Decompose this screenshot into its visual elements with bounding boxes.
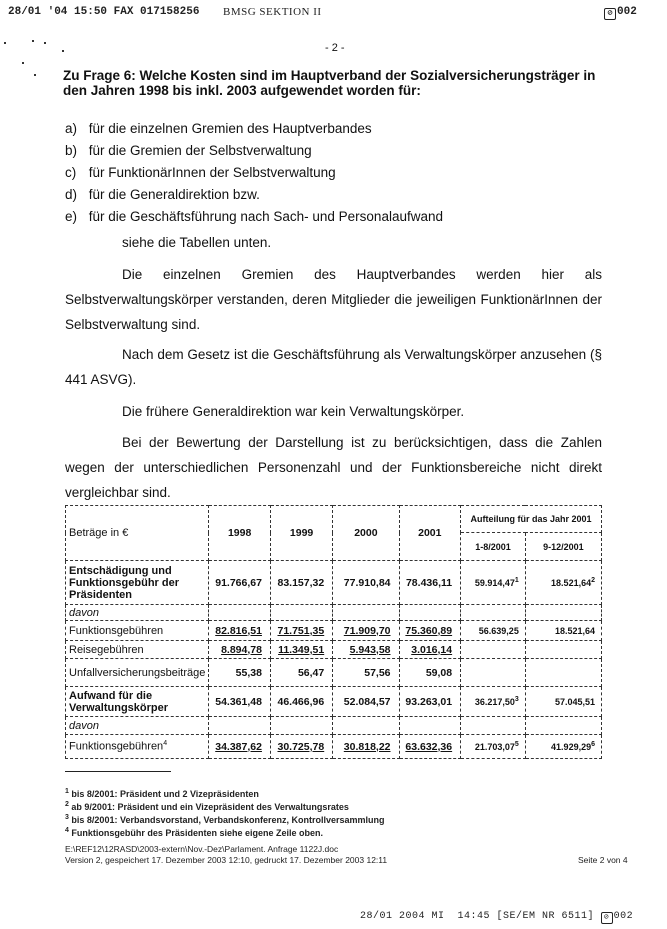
- cell-empty: [270, 717, 332, 735]
- list-item: [65, 164, 443, 186]
- list-item-label: a): [65, 121, 78, 136]
- fax-header-page: [604, 6, 637, 20]
- cell-empty: [270, 605, 332, 621]
- cell-value: 71.751,35: [270, 621, 332, 641]
- scan-speck: [22, 62, 24, 64]
- page-of-total: Seite 2 von 4: [578, 855, 628, 865]
- document-path: E:\REF12\12RASD\2003-extern\Nov.-Dez\Parlament. Anfrage 1122J.doc: [65, 844, 339, 854]
- cell-value: 57,56: [333, 659, 399, 687]
- table-row: [66, 659, 602, 687]
- cell-value: 18.521,64: [525, 621, 601, 641]
- cell-value: 56.639,25: [461, 621, 526, 641]
- scan-speck: [44, 42, 46, 44]
- footnote-ref: 3: [514, 696, 519, 703]
- footnote-number: 3: [65, 814, 69, 821]
- cell-empty: [209, 605, 271, 621]
- cell-value: 30.818,22: [333, 735, 399, 759]
- cell-empty: [399, 717, 461, 735]
- cell-value: 21.703,07: [474, 742, 515, 752]
- cell-value: 8.894,78: [209, 641, 271, 659]
- footnote-number: 2: [65, 801, 69, 808]
- list-item: [65, 186, 443, 208]
- table-header-row: [66, 506, 602, 533]
- scan-speck: [4, 42, 6, 44]
- list-item-text: für die einzelnen Gremien des Hauptverbandes: [88, 121, 372, 136]
- footnotes: [65, 785, 385, 837]
- footnote-text: ab 9/2001: Präsident und ein Vizepräsident des Verwaltungsrates: [71, 802, 349, 812]
- footnote: [65, 798, 385, 811]
- row-label: Entschädigung und Funktionsgebühr der Präsidenten: [66, 561, 209, 605]
- list-item-text: für FunktionärInnen der Selbstverwaltung: [88, 165, 336, 180]
- cell-value: 78.436,11: [399, 561, 461, 605]
- cost-table: [65, 505, 602, 759]
- fax-footer-text: 28/01 2004 MI 14:45 [SE/EM NR 6511]: [360, 911, 595, 922]
- header-split-col: 1-8/2001: [461, 533, 526, 561]
- table-row: [66, 605, 602, 621]
- cell-empty: [461, 717, 526, 735]
- list-item-label: e): [65, 209, 78, 224]
- cell-value: 93.263,01: [399, 687, 461, 717]
- row-label: davon: [66, 717, 209, 735]
- question-title: Zu Frage 6: Welche Kosten sind im Hauptverband der Sozialversicherungsträger in den Jahren 1998 bis inkl. 2003 aufgewendet worden für:: [63, 68, 596, 98]
- footnote-ref: 4: [163, 740, 168, 748]
- page-number: - 2 -: [325, 42, 345, 54]
- list-item-label: b): [65, 143, 78, 158]
- scan-speck: [62, 50, 64, 52]
- footnote-ref: 5: [514, 741, 519, 748]
- header-split-col: 9-12/2001: [525, 533, 601, 561]
- cell-value: 82.816,51: [209, 621, 271, 641]
- cell-empty: [461, 605, 526, 621]
- row-label: Aufwand für die Verwaltungskörper: [66, 687, 209, 717]
- list-item-label: c): [65, 165, 77, 180]
- cell-value-with-note: [461, 561, 526, 605]
- row-label: Funktionsgebühren: [69, 740, 164, 753]
- footnote: [65, 824, 385, 837]
- cell-empty: [461, 659, 526, 687]
- footnote: [65, 811, 385, 824]
- footnote-text: bis 8/2001: Präsident und 2 Vizepräsidenten: [71, 789, 259, 799]
- paragraph-geschaeftsfuehrung: Nach dem Gesetz ist die Geschäftsführung als Verwaltungskörper anzusehen (§ 441 ASVG).: [65, 347, 602, 387]
- question-list: [65, 120, 443, 230]
- footnote-number: 1: [65, 788, 69, 795]
- row-label: Funktionsgebühren: [66, 621, 209, 641]
- footnote: [65, 785, 385, 798]
- fax-footer: [360, 911, 633, 924]
- footnote-ref: 2: [591, 577, 595, 584]
- cell-value: 75.360,89: [399, 621, 461, 641]
- footnote-number: 4: [65, 827, 69, 834]
- cell-value: 5.943,58: [333, 641, 399, 659]
- see-tables-text: siehe die Tabellen unten.: [122, 235, 272, 250]
- cell-value: 11.349,51: [270, 641, 332, 659]
- footnote-text: Funktionsgebühr des Präsidenten siehe eigene Zeile oben.: [71, 828, 323, 838]
- cell-empty: [209, 717, 271, 735]
- cell-empty: [525, 605, 601, 621]
- cell-value: 91.766,67: [209, 561, 271, 605]
- table-row: [66, 687, 602, 717]
- list-item: [65, 142, 443, 164]
- cell-value: 52.084,57: [333, 687, 399, 717]
- paragraph-gremien: Die einzelnen Gremien des Hauptverbandes werden hier als Selbstverwaltungskörper verstanden, deren Mitglieder die jeweiligen FunktionärInnen der Selbstverwaltung sind.: [65, 267, 602, 332]
- paragraph-generaldirektion: Die frühere Generaldirektion war kein Verwaltungskörper.: [122, 404, 465, 419]
- header-split-title: Aufteilung für das Jahr 2001: [461, 506, 602, 533]
- fax-header-left: 28/01 '04 15:50 FAX 017158256: [8, 6, 200, 18]
- cell-value: 3.016,14: [399, 641, 461, 659]
- cell-value: 34.387,62: [209, 735, 271, 759]
- scan-speck: [32, 40, 34, 42]
- row-label: Reisegebühren: [66, 641, 209, 659]
- cell-value: 18.521,64: [551, 578, 592, 588]
- list-item: [65, 208, 443, 230]
- scan-speck: [34, 74, 36, 76]
- list-item-label: d): [65, 187, 78, 202]
- row-label: Unfallversicherungsbeiträge: [66, 659, 209, 687]
- cell-empty: [525, 717, 601, 735]
- footnote-ref: 1: [514, 577, 519, 584]
- cell-value: 63.632,36: [399, 735, 461, 759]
- cell-value: 36.217,50: [474, 697, 515, 707]
- fax-header-page-number: 002: [617, 6, 637, 18]
- table-row: [66, 561, 602, 605]
- list-item-text: für die Gremien der Selbstverwaltung: [88, 143, 312, 158]
- cell-value-with-note: [525, 735, 601, 759]
- cell-value: 71.909,70: [333, 621, 399, 641]
- header-label: Beträge in €: [66, 506, 209, 561]
- cell-value: 77.910,84: [333, 561, 399, 605]
- cell-value-with-note: [525, 561, 601, 605]
- document-footer: [65, 844, 387, 866]
- row-label-with-note: [66, 735, 209, 759]
- list-item: [65, 120, 443, 142]
- header-year: 2000: [333, 506, 399, 561]
- fax-page-icon: ⊘: [601, 912, 613, 924]
- cell-value: 59.914,47: [474, 578, 515, 588]
- cell-value: 56,47: [270, 659, 332, 687]
- cell-empty: [333, 717, 399, 735]
- cell-empty: [525, 659, 601, 687]
- cell-value: 54.361,48: [209, 687, 271, 717]
- scan-specks: [0, 30, 60, 90]
- fax-footer-page: 002: [613, 911, 634, 922]
- cell-value-with-note: [461, 687, 526, 717]
- footnote-divider: [65, 771, 171, 772]
- cell-value: 41.929,29: [551, 742, 592, 752]
- list-item-text: für die Generaldirektion bzw.: [88, 187, 260, 202]
- table-row: [66, 735, 602, 759]
- document-version: Version 2, gespeichert 17. Dezember 2003 12:10, gedruckt 17. Dezember 2003 12:11: [65, 855, 388, 865]
- table-row: [66, 621, 602, 641]
- paragraph-bewertung: Bei der Bewertung der Darstellung ist zu berücksichtigen, dass die Zahlen wegen der unterschiedlichen Personenzahl und der Funktionsbereiche nicht direkt vergleichbar sind.: [65, 435, 602, 500]
- cell-empty: [461, 641, 526, 659]
- fax-page-icon: ⊘: [604, 8, 616, 20]
- table-row: [66, 717, 602, 735]
- fax-header-sender: BMSG SEKTION II: [223, 6, 322, 18]
- cell-value: 59,08: [399, 659, 461, 687]
- footnote-text: bis 8/2001: Verbandsvorstand, Verbandskonferenz, Kontrollversammlung: [71, 815, 385, 825]
- cell-empty: [399, 605, 461, 621]
- footnote-ref: 6: [591, 741, 595, 748]
- header-year: 2001: [399, 506, 461, 561]
- header-year: 1999: [270, 506, 332, 561]
- row-label: davon: [66, 605, 209, 621]
- cell-value: 55,38: [209, 659, 271, 687]
- list-item-text: für die Geschäftsführung nach Sach- und Personalaufwand: [88, 209, 443, 224]
- table-row: [66, 641, 602, 659]
- cell-empty: [525, 641, 601, 659]
- cell-value: 30.725,78: [270, 735, 332, 759]
- cell-value-with-note: [461, 735, 526, 759]
- cell-empty: [333, 605, 399, 621]
- cell-value: 46.466,96: [270, 687, 332, 717]
- cell-value: 83.157,32: [270, 561, 332, 605]
- header-year: 1998: [209, 506, 271, 561]
- cell-value: 57.045,51: [525, 687, 601, 717]
